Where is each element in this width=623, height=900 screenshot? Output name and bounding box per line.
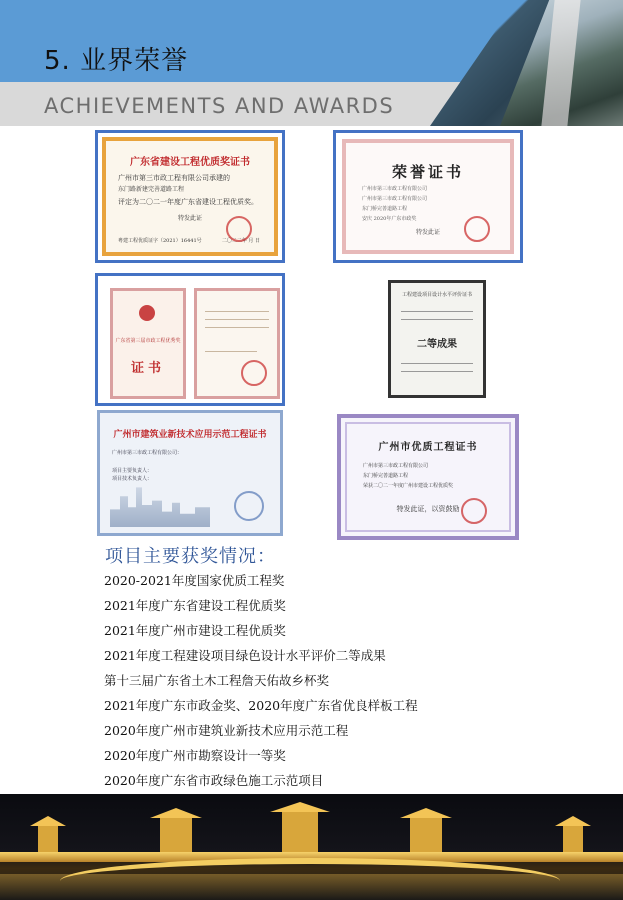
bridge-night-photo <box>0 794 623 900</box>
certificate-title: 工程建设项目设计水平评价证书 <box>401 292 472 298</box>
award-item: 2021年度广州市建设工程优质奖 <box>104 623 286 638</box>
pavilion <box>282 812 318 852</box>
certificate-title: 证书 <box>130 361 165 376</box>
text-line <box>205 327 269 328</box>
emblem-icon <box>139 305 155 321</box>
certificate-honor <box>333 130 523 263</box>
certificate-text: 项目技术负责人： <box>112 476 153 482</box>
text-line <box>205 351 257 352</box>
certificate-frame <box>342 139 514 254</box>
certificate-guangzhou-quality <box>337 414 519 540</box>
red-seal-icon <box>464 216 490 242</box>
certificate-text: 东门桥完善道路工程 <box>362 206 408 212</box>
pavilion-roof <box>555 816 591 826</box>
certificate-title: 广东省建设工程优质奖证书 <box>130 157 250 168</box>
text-line <box>401 311 473 312</box>
award-item: 2020年度广州市建筑业新技术应用示范工程 <box>104 723 349 738</box>
certificate-title: 荣誉证书 <box>391 163 464 181</box>
blue-seal-icon <box>234 491 264 521</box>
certificate-cover <box>110 288 186 399</box>
city-skyline-graphic <box>110 483 210 527</box>
text-line <box>401 371 473 372</box>
certificate-new-technology <box>97 410 283 536</box>
certificate-title: 广州市建筑业新技术应用示范工程证书 <box>113 430 267 440</box>
water-reflection <box>0 874 623 900</box>
text-line <box>401 363 473 364</box>
certificate-text: 广州市第三市政工程有限公司 <box>363 463 429 469</box>
red-seal-icon <box>226 216 252 242</box>
pavilion <box>160 818 192 852</box>
awards-heading: 项目主要获奖情况： <box>105 546 276 567</box>
award-item: 第十三届广东省土木工程詹天佑故乡杯奖 <box>104 673 330 688</box>
pavilion <box>410 818 442 852</box>
award-item: 2021年度广东省建设工程优质奖 <box>104 598 286 613</box>
certificate-civil-engineering <box>95 273 285 406</box>
certificate-title: 广州市优质工程证书 <box>378 442 478 453</box>
certificate-text: 特发此证，以资鼓励 <box>396 505 460 513</box>
pavilion-roof <box>270 802 330 812</box>
text-line <box>205 319 269 320</box>
certificate-text: 广州市第三市政工程有限公司 <box>362 196 428 202</box>
certificate-text: 东门桥完善道路工程 <box>363 473 409 479</box>
award-item: 2020年度广州市勘察设计一等奖 <box>104 748 286 763</box>
certificate-green-design <box>388 280 486 398</box>
certificate-frame <box>102 137 278 256</box>
certificate-text: 特发此证 <box>177 215 202 222</box>
red-seal-icon <box>241 360 267 386</box>
certificate-text: 东门路新建完善道路工程 <box>118 186 185 193</box>
page-title: 5. 业界荣誉 <box>44 46 189 76</box>
certificate-inner-page <box>194 288 280 399</box>
red-seal-icon <box>461 498 487 524</box>
pavilion <box>38 826 58 852</box>
certificate-text: 评定为二〇二一年度广东省建设工程优质奖。 <box>118 198 258 206</box>
pavilion-roof <box>400 808 452 818</box>
certificate-text: 安庆 2020年广东市政奖 <box>362 216 417 222</box>
pavilion-roof <box>30 816 66 826</box>
certificate-guangdong-quality <box>95 130 285 263</box>
page-subtitle: ACHIEVEMENTS AND AWARDS <box>44 94 395 118</box>
certificate-frame <box>345 422 511 532</box>
text-line <box>401 319 473 320</box>
pavilion-roof <box>150 808 202 818</box>
certificate-text: 项目主要负责人： <box>112 468 153 474</box>
award-item: 2020-2021年度国家优质工程奖 <box>104 573 285 588</box>
certificate-label: 广东省第三届市政工程优秀奖 <box>115 338 181 344</box>
text-line <box>205 311 269 312</box>
certificate-text: 广州市第三市政工程有限公司承建的 <box>118 174 230 182</box>
certificate-text: 荣获二〇二一年度广州市建设工程优质奖 <box>363 483 454 489</box>
certificate-grade: 二等成果 <box>417 339 457 350</box>
certificate-code: 粤建工程优质证字（2021）16441号 <box>118 238 202 244</box>
award-item: 2021年度广东市政金奖、2020年度广东省优良样板工程 <box>104 698 418 713</box>
pavilion <box>563 826 583 852</box>
certificate-date: 二〇二二年 月 日 <box>221 238 260 244</box>
certificate-text: 特发此证 <box>415 229 440 236</box>
certificate-text: 广州市第三市政工程有限公司： <box>112 450 183 456</box>
award-item: 2021年度工程建设项目绿色设计水平评价二等成果 <box>104 648 386 663</box>
award-item: 2020年度广东省市政绿色施工示范项目 <box>104 773 324 788</box>
certificate-text: 广州市第三市政工程有限公司 <box>362 186 428 192</box>
